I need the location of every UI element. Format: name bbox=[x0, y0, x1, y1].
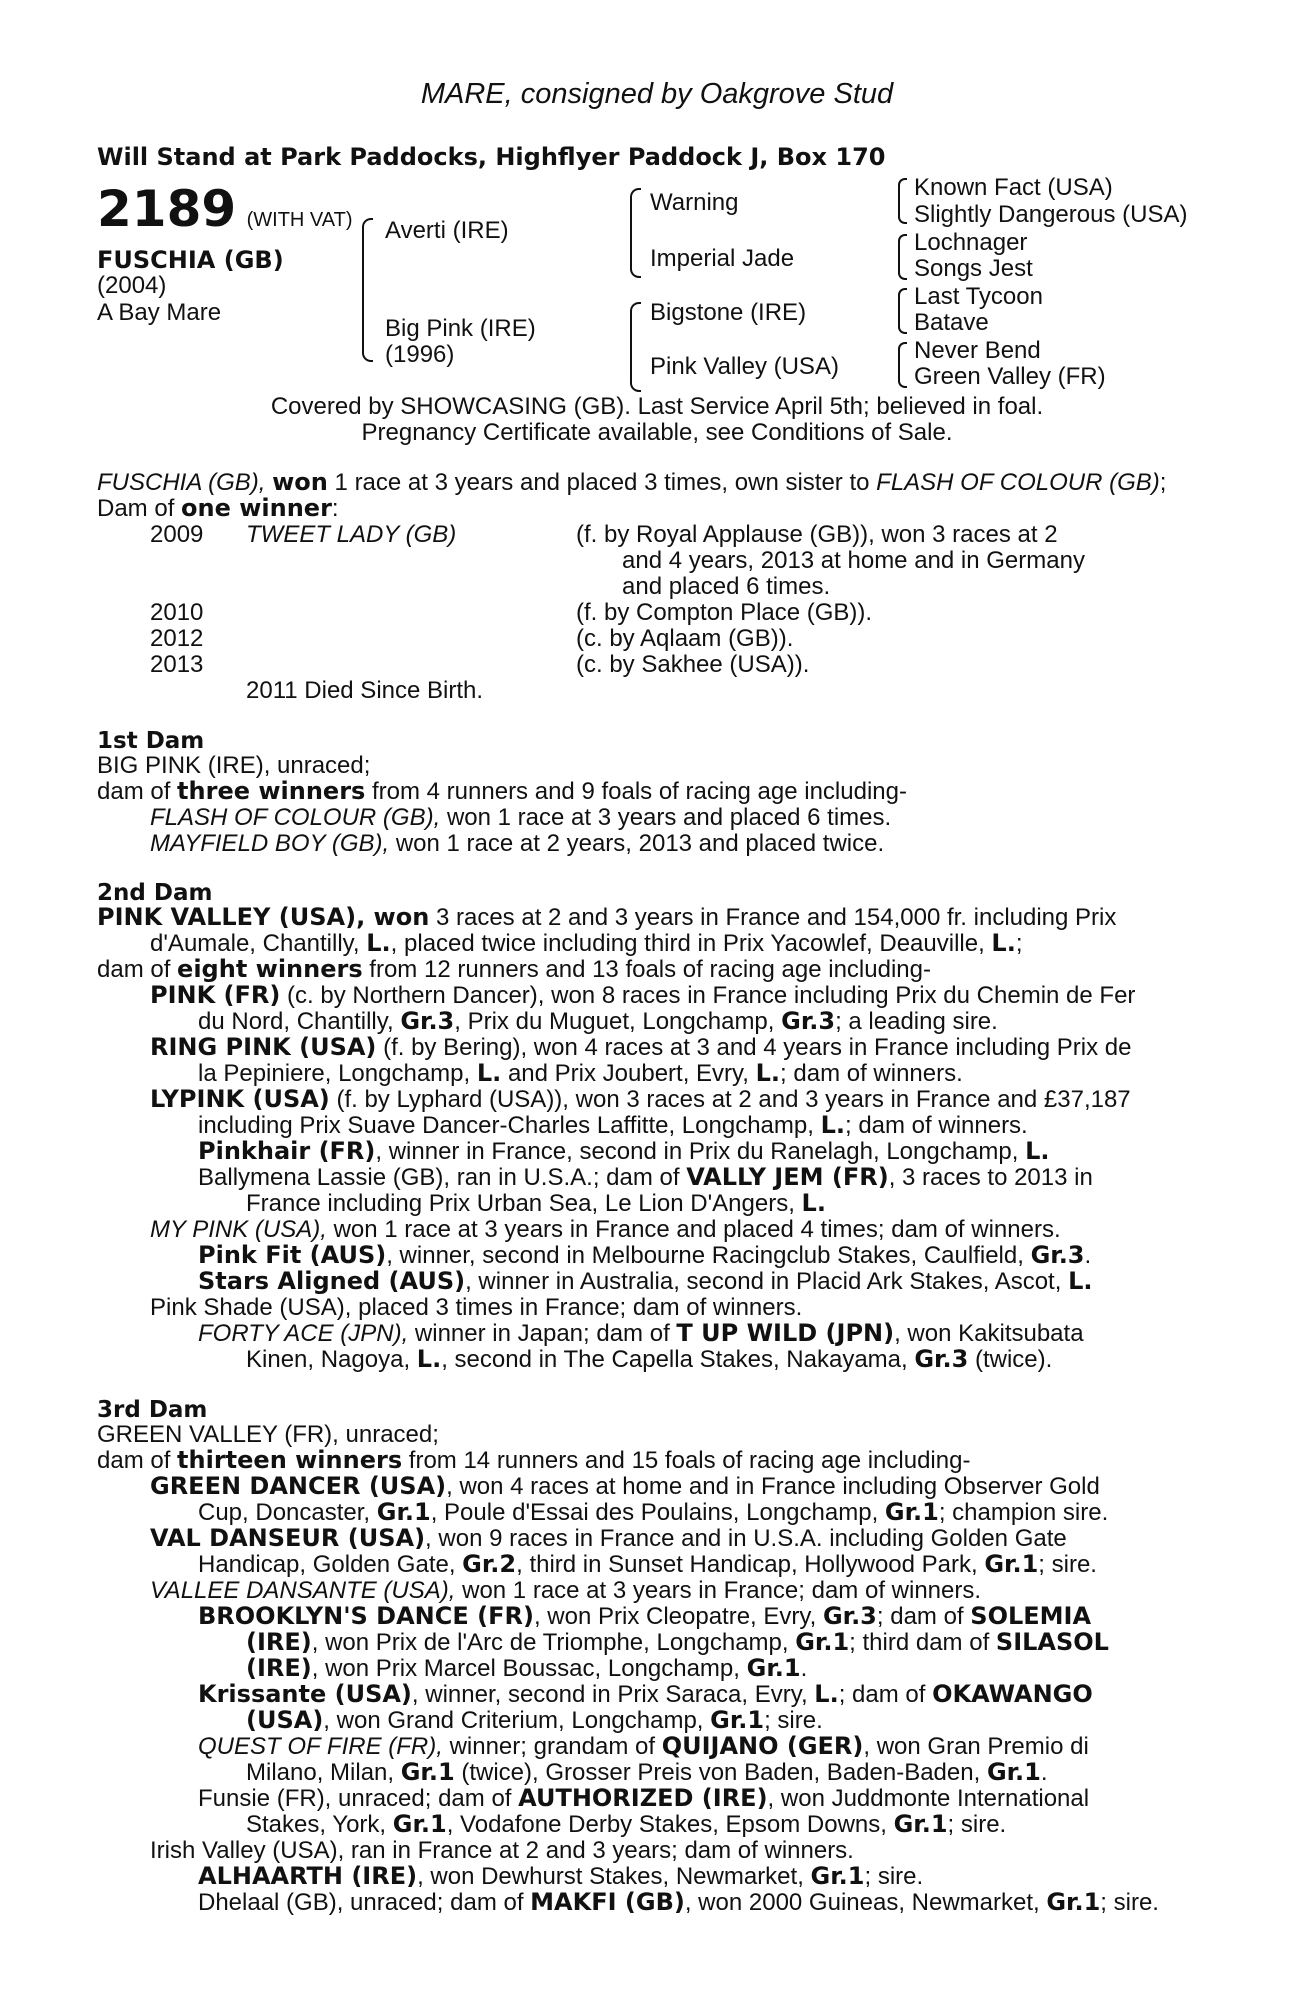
text-line: la Pepiniere, Longchamp, L. and Prix Joubert, Evry, L.; dam of winners. bbox=[198, 1059, 963, 1087]
ancestor-3: Lochnager bbox=[914, 229, 1028, 256]
text-line: including Prix Suave Dancer-Charles Laffitte, Longchamp, L.; dam of winners. bbox=[198, 1111, 1028, 1139]
text-line: dam of eight winners from 12 runners and 13 foals of racing age including- bbox=[97, 955, 931, 983]
ancestor-2: Slightly Dangerous (USA) bbox=[914, 201, 1188, 228]
dam-of-line: Dam of one winner: bbox=[97, 494, 339, 522]
text-line: RING PINK (USA) (f. by Bering), won 4 races at 3 and 4 years in France including Prix de bbox=[150, 1033, 1132, 1061]
text-line: Pinkhair (FR), winner in France, second in Prix du Ranelagh, Longchamp, L. bbox=[198, 1137, 1050, 1165]
sire-dam: Imperial Jade bbox=[650, 245, 795, 272]
horse-year: (2004) bbox=[97, 272, 167, 299]
text-line: Krissante (USA), winner, second in Prix Saraca, Evry, L.; dam of OKAWANGO bbox=[198, 1680, 1093, 1708]
text-line: Irish Valley (USA), ran in France at 2 and 3 years; dam of winners. bbox=[150, 1837, 854, 1864]
dam-dam: Pink Valley (USA) bbox=[650, 353, 839, 380]
produce-detail: (f. by Compton Place (GB)). bbox=[576, 599, 873, 626]
text-line: Kinen, Nagoya, L., second in The Capella Stakes, Nakayama, Gr.3 (twice). bbox=[246, 1345, 1053, 1373]
produce-year: 2009 bbox=[150, 521, 204, 548]
ancestor-1: Known Fact (USA) bbox=[914, 174, 1113, 201]
text-line: Pink Shade (USA), placed 3 times in France; dam of winners. bbox=[150, 1294, 803, 1321]
produce-note: 2011 Died Since Birth. bbox=[246, 677, 484, 704]
produce-detail: and placed 6 times. bbox=[622, 573, 831, 600]
text-line: (IRE), won Prix Marcel Boussac, Longchamp, Gr.1. bbox=[246, 1654, 808, 1682]
produce-name: TWEET LADY (GB) bbox=[246, 521, 457, 548]
text-line: Dhelaal (GB), unraced; dam of MAKFI (GB), won 2000 Guineas, Newmarket, Gr.1; sire. bbox=[198, 1888, 1159, 1916]
text-line: dam of three winners from 4 runners and 9 foals of racing age including- bbox=[97, 777, 907, 805]
text-line: (IRE), won Prix de l'Arc de Triomphe, Longchamp, Gr.1; third dam of SILASOL bbox=[246, 1628, 1109, 1656]
produce-year: 2012 bbox=[150, 625, 204, 652]
pedigree-brace bbox=[898, 234, 907, 280]
section-heading-2nd-dam: 2nd Dam bbox=[97, 880, 213, 906]
text-line: Handicap, Golden Gate, Gr.2, third in Sunset Handicap, Hollywood Park, Gr.1; sire. bbox=[198, 1550, 1097, 1578]
dam-year: (1996) bbox=[385, 341, 455, 368]
covered-line: Covered by SHOWCASING (GB). Last Service April 5th; believed in foal. bbox=[270, 393, 1044, 420]
pedigree-brace bbox=[362, 218, 373, 362]
text-line: Milano, Milan, Gr.1 (twice), Grosser Preis von Baden, Baden-Baden, Gr.1. bbox=[246, 1758, 1048, 1786]
text-line: Cup, Doncaster, Gr.1, Poule d'Essai des Poulains, Longchamp, Gr.1; champion sire. bbox=[198, 1498, 1109, 1526]
pedigree-brace bbox=[630, 302, 641, 392]
produce-year: 2010 bbox=[150, 599, 204, 626]
horse-description: A Bay Mare bbox=[97, 299, 222, 326]
text-line: GREEN VALLEY (FR), unraced; bbox=[97, 1421, 439, 1448]
dam-sire: Bigstone (IRE) bbox=[650, 299, 807, 326]
produce-year: 2013 bbox=[150, 651, 204, 678]
text-line: Ballymena Lassie (GB), ran in U.S.A.; dam of VALLY JEM (FR), 3 races to 2013 in bbox=[198, 1163, 1093, 1191]
pedigree-brace bbox=[630, 188, 641, 278]
text-line: PINK (FR) (c. by Northern Dancer), won 8 races in France including Prix du Chemin de Fer bbox=[150, 981, 1136, 1009]
text-line: FLASH OF COLOUR (GB), won 1 race at 3 years and placed 6 times. bbox=[150, 804, 892, 831]
text-line: Pink Fit (AUS), winner, second in Melbourne Racingclub Stakes, Caulfield, Gr.3. bbox=[198, 1241, 1092, 1269]
text-line: MAYFIELD BOY (GB), won 1 race at 2 years, 2013 and placed twice. bbox=[150, 830, 885, 857]
text-line: Stakes, York, Gr.1, Vodafone Derby Stakes, Epsom Downs, Gr.1; sire. bbox=[246, 1810, 1007, 1838]
pedigree-brace bbox=[898, 288, 907, 334]
ancestor-8: Green Valley (FR) bbox=[914, 363, 1106, 390]
text-line: dam of thirteen winners from 14 runners and 15 foals of racing age including- bbox=[97, 1446, 971, 1474]
page-title: MARE, consigned by Oakgrove Stud bbox=[420, 78, 894, 110]
produce-detail: and 4 years, 2013 at home and in Germany bbox=[622, 547, 1085, 574]
text-line: (USA), won Grand Criterium, Longchamp, Gr.1; sire. bbox=[246, 1706, 823, 1734]
produce-intro: FUSCHIA (GB), won 1 race at 3 years and placed 3 times, own sister to FLASH OF COLOUR (GB); bbox=[97, 468, 1167, 496]
vat-note: (WITH VAT) bbox=[246, 209, 353, 231]
produce-detail: (c. by Aqlaam (GB)). bbox=[576, 625, 794, 652]
sire: Averti (IRE) bbox=[385, 217, 509, 244]
text-line: MY PINK (USA), won 1 race at 3 years in France and placed 4 times; dam of winners. bbox=[150, 1216, 1061, 1243]
ancestor-7: Never Bend bbox=[914, 337, 1041, 364]
dam: Big Pink (IRE) bbox=[385, 315, 536, 342]
ancestor-4: Songs Jest bbox=[914, 255, 1033, 282]
lot-number: 2189 bbox=[97, 180, 237, 238]
text-line: GREEN DANCER (USA), won 4 races at home and in France including Observer Gold bbox=[150, 1472, 1100, 1500]
text-line: VAL DANSEUR (USA), won 9 races in France and in U.S.A. including Golden Gate bbox=[150, 1524, 1067, 1552]
text-line: LYPINK (USA) (f. by Lyphard (USA)), won 3 races at 2 and 3 years in France and £37,187 bbox=[150, 1085, 1131, 1113]
pedigree-brace bbox=[898, 342, 907, 388]
section-heading-3rd-dam: 3rd Dam bbox=[97, 1397, 208, 1423]
text-line: Funsie (FR), unraced; dam of AUTHORIZED (IRE), won Juddmonte International bbox=[198, 1784, 1090, 1812]
lot-number-row bbox=[97, 180, 353, 238]
pregnancy-line: Pregnancy Certificate available, see Conditions of Sale. bbox=[361, 419, 953, 446]
produce-detail: (f. by Royal Applause (GB)), won 3 races at 2 bbox=[576, 521, 1058, 548]
produce-detail: (c. by Sakhee (USA)). bbox=[576, 651, 810, 678]
text-line: BROOKLYN'S DANCE (FR), won Prix Cleopatre, Evry, Gr.3; dam of SOLEMIA bbox=[198, 1602, 1092, 1630]
text-line: du Nord, Chantilly, Gr.3, Prix du Muguet, Longchamp, Gr.3; a leading sire. bbox=[198, 1007, 998, 1035]
text-line: QUEST OF FIRE (FR), winner; grandam of QUIJANO (GER), won Gran Premio di bbox=[198, 1732, 1089, 1760]
ancestor-6: Batave bbox=[914, 309, 989, 336]
text-line: ALHAARTH (IRE), won Dewhurst Stakes, Newmarket, Gr.1; sire. bbox=[198, 1862, 924, 1890]
ancestor-5: Last Tycoon bbox=[914, 283, 1043, 310]
text-line: VALLEE DANSANTE (USA), won 1 race at 3 years in France; dam of winners. bbox=[150, 1577, 982, 1604]
text-line: d'Aumale, Chantilly, L., placed twice including third in Prix Yacowlef, Deauville, L.; bbox=[150, 929, 1023, 957]
text-line: France including Prix Urban Sea, Le Lion D'Angers, L. bbox=[246, 1189, 826, 1217]
horse-name: FUSCHIA (GB) bbox=[97, 246, 284, 274]
location-line: Will Stand at Park Paddocks, Highflyer Paddock J, Box 170 bbox=[97, 143, 886, 171]
text-line: PINK VALLEY (USA), won 3 races at 2 and 3 years in France and 154,000 fr. including Prix bbox=[97, 903, 1117, 931]
text-line: BIG PINK (IRE), unraced; bbox=[97, 752, 371, 779]
sire-sire: Warning bbox=[650, 189, 739, 216]
text-line: Stars Aligned (AUS), winner in Australia, second in Placid Ark Stakes, Ascot, L. bbox=[198, 1267, 1093, 1295]
section-heading-1st-dam: 1st Dam bbox=[97, 728, 205, 754]
pedigree-brace bbox=[898, 178, 907, 224]
text-line: FORTY ACE (JPN), winner in Japan; dam of T UP WILD (JPN), won Kakitsubata bbox=[198, 1319, 1084, 1347]
